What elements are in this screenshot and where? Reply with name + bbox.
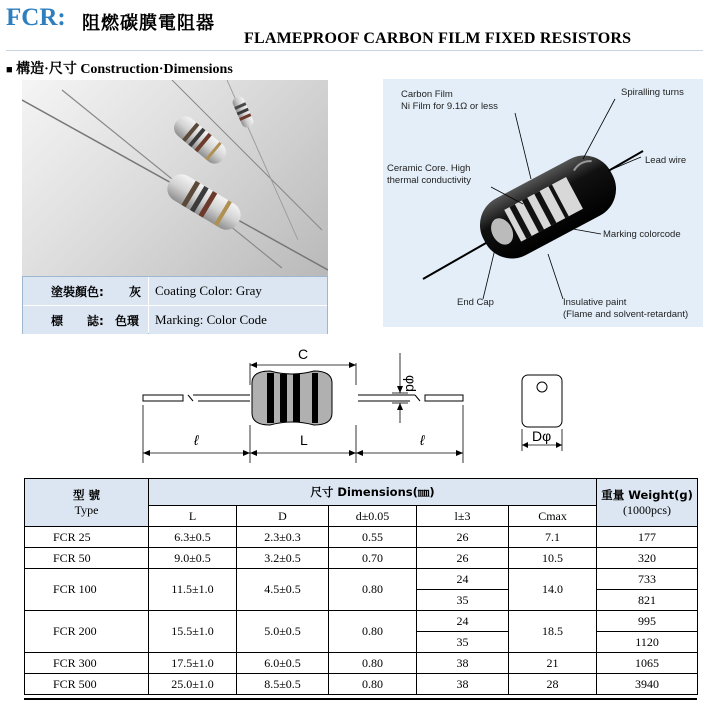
coating-color-row: [23, 277, 327, 305]
header-title-zh: 阻燃碳膜電阻器: [82, 13, 215, 34]
section-title-text: 構造·尺寸 Construction·Dimensions: [16, 62, 233, 77]
col-header-l: L: [149, 506, 237, 527]
cell-lead-dia: 0.80: [329, 611, 417, 653]
table-row: [25, 653, 698, 674]
cell-weight: 1120: [597, 632, 698, 653]
marking-value-zh: 色環: [115, 314, 140, 328]
resistor-photo: [22, 80, 328, 276]
cell-D: 5.0±0.5: [237, 611, 329, 653]
cell-lead-dia: 0.70: [329, 548, 417, 569]
cell-cmax: 10.5: [509, 548, 597, 569]
cell-weight: 177: [597, 527, 698, 548]
cell-L: 25.0±1.0: [149, 674, 237, 695]
coating-info-box: [22, 276, 328, 334]
label-carbon-film: Carbon Film: [401, 89, 453, 100]
cell-lead-length: 35: [417, 590, 509, 611]
coating-color-en: Coating Color: Gray: [149, 277, 327, 305]
coating-color-value-zh: 灰: [129, 285, 142, 299]
cell-type: FCR 200: [25, 611, 149, 653]
cell-type: FCR 300: [25, 653, 149, 674]
cell-weight: 320: [597, 548, 698, 569]
dim-label-c: C: [298, 346, 309, 362]
label-ceramic-core-1: Ceramic Core. High: [387, 163, 471, 174]
marking-row: [23, 306, 327, 334]
spec-table: [24, 478, 698, 695]
cell-type: FCR 25: [25, 527, 149, 548]
construction-diagram: [383, 79, 703, 327]
cell-weight: 1065: [597, 653, 698, 674]
cell-L: 6.3±0.5: [149, 527, 237, 548]
table-header-type-zh: 型 號: [72, 488, 100, 502]
cell-lead-dia: 0.80: [329, 674, 417, 695]
dim-label-lead-right: ℓ: [420, 432, 425, 448]
cell-lead-length: 38: [417, 653, 509, 674]
construction-diagram-image: [383, 79, 703, 327]
coating-color-label-zh: 塗裝顏色:: [51, 285, 104, 299]
table-row: [25, 674, 698, 695]
table-row: [25, 548, 698, 569]
cell-cmax: 14.0: [509, 569, 597, 611]
cell-type: FCR 100: [25, 569, 149, 611]
cell-cmax: 21: [509, 653, 597, 674]
header-divider: [6, 50, 703, 51]
cell-D: 3.2±0.5: [237, 548, 329, 569]
table-header-dimensions: 尺寸 Dimensions(㎜): [149, 479, 597, 506]
table-header-type: [25, 479, 149, 527]
cell-type: FCR 50: [25, 548, 149, 569]
cell-weight: 733: [597, 569, 698, 590]
cell-lead-length: 24: [417, 611, 509, 632]
cell-D: 8.5±0.5: [237, 674, 329, 695]
col-header-lead-dia: d±0.05: [329, 506, 417, 527]
dim-label-body-length: L: [300, 432, 308, 448]
resistor-photo-image: [22, 80, 328, 276]
label-insulative-2: (Flame and solvent-retardant): [563, 309, 689, 320]
table-row: [25, 569, 698, 590]
cell-D: 4.5±0.5: [237, 569, 329, 611]
cell-lead-length: 24: [417, 569, 509, 590]
cell-type: FCR 500: [25, 674, 149, 695]
marking-label-zh: 標 誌:: [51, 314, 104, 328]
cell-cmax: 28: [509, 674, 597, 695]
table-header-weight: [597, 479, 698, 527]
marking-en: Marking: Color Code: [149, 306, 327, 334]
dimension-drawing: [130, 345, 590, 465]
table-header-weight-label: 重量 Weight(g): [601, 488, 693, 502]
cell-lead-dia: 0.80: [329, 569, 417, 611]
label-ceramic-core-2: thermal conductivity: [387, 175, 471, 186]
table-row: [25, 611, 698, 632]
cell-lead-length: 35: [417, 632, 509, 653]
cell-weight: 3940: [597, 674, 698, 695]
cell-L: 15.5±1.0: [149, 611, 237, 653]
label-marking: Marking colorcode: [603, 229, 681, 240]
cell-lead-length: 26: [417, 548, 509, 569]
label-ni-film: Ni Film for 9.1Ω or less: [401, 101, 498, 112]
col-header-d: D: [237, 506, 329, 527]
label-insulative-1: Insulative paint: [563, 297, 627, 308]
cell-L: 9.0±0.5: [149, 548, 237, 569]
cell-D: 6.0±0.5: [237, 653, 329, 674]
section-title: [6, 58, 233, 78]
bottom-rule: [24, 698, 697, 700]
header-fcr: FCR:: [6, 4, 66, 31]
dim-label-phi-d: φd: [403, 375, 419, 392]
label-lead-wire: Lead wire: [645, 155, 687, 166]
cell-lead-length: 38: [417, 674, 509, 695]
cell-D: 2.3±0.3: [237, 527, 329, 548]
cell-weight: 995: [597, 611, 698, 632]
cell-lead-dia: 0.55: [329, 527, 417, 548]
cell-cmax: 18.5: [509, 611, 597, 653]
table-header-weight-sub: (1000pcs): [623, 503, 672, 517]
dimension-drawing-image: [130, 345, 590, 465]
cell-lead-dia: 0.80: [329, 653, 417, 674]
header-title-en: FLAMEPROOF CARBON FILM FIXED RESISTORS: [244, 30, 632, 47]
table-row: [25, 527, 698, 548]
dim-label-d-phi: Dφ: [532, 428, 552, 444]
col-header-lead-length: l±3: [417, 506, 509, 527]
dim-label-lead-left: ℓ: [194, 432, 199, 448]
table-header-type-en: Type: [74, 503, 99, 517]
cell-L: 11.5±1.0: [149, 569, 237, 611]
square-bullet-icon: ■: [6, 64, 13, 76]
cell-weight: 821: [597, 590, 698, 611]
cell-L: 17.5±1.0: [149, 653, 237, 674]
col-header-cmax: Cmax: [509, 506, 597, 527]
label-spiralling: Spiralling turns: [621, 87, 684, 98]
label-end-cap: End Cap: [457, 297, 494, 308]
cell-lead-length: 26: [417, 527, 509, 548]
cell-cmax: 7.1: [509, 527, 597, 548]
